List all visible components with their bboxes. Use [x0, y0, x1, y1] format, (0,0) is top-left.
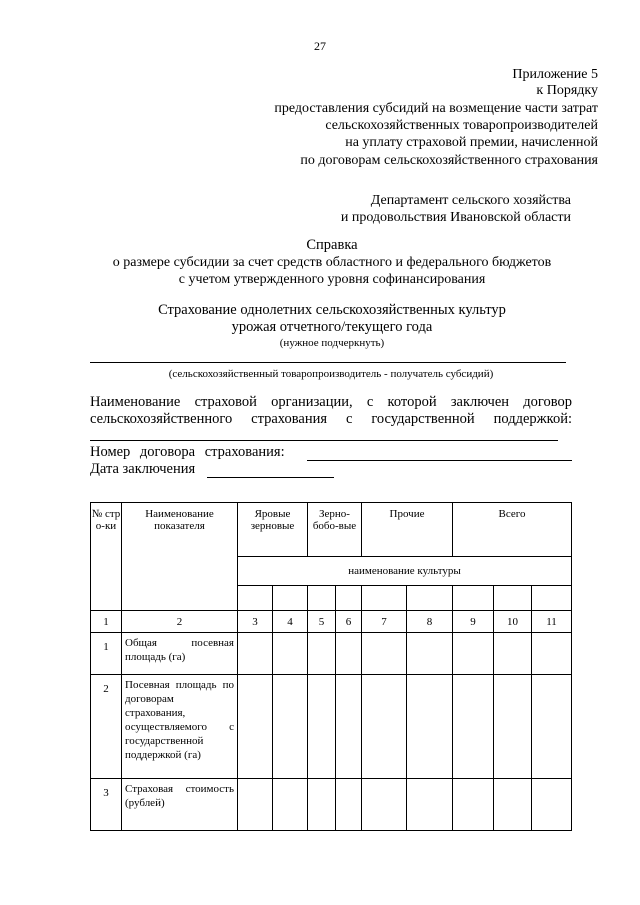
crop-cell[interactable] — [407, 586, 453, 611]
data-cell[interactable] — [273, 633, 308, 675]
data-cell[interactable] — [532, 675, 572, 779]
data-cell[interactable] — [494, 779, 532, 831]
table-row — [91, 779, 572, 831]
header-row-number: № стро-ки — [91, 503, 122, 611]
data-cell[interactable] — [407, 633, 453, 675]
data-cell[interactable] — [453, 675, 494, 779]
column-number: 8 — [407, 611, 453, 633]
contract-date-label: Дата заключения — [90, 461, 196, 477]
column-number: 11 — [532, 611, 572, 633]
row-number: 3 — [91, 779, 122, 831]
data-cell[interactable] — [532, 633, 572, 675]
data-cell[interactable] — [407, 779, 453, 831]
contract-number-field[interactable] — [307, 460, 572, 461]
row-number: 1 — [91, 633, 122, 675]
recipient-caption: (сельскохозяйственный товаропроизводитель - получатель субсидий) — [168, 368, 494, 380]
contract-date-field[interactable] — [207, 477, 334, 478]
certificate-subtitle: о размере субсидии за счет средств областного и федерального бюджетов — [112, 255, 552, 270]
data-cell[interactable] — [238, 779, 273, 831]
data-cell[interactable] — [308, 779, 336, 831]
data-cell[interactable] — [336, 675, 362, 779]
column-number: 4 — [273, 611, 308, 633]
crop-cell[interactable] — [494, 586, 532, 611]
data-cell[interactable] — [336, 633, 362, 675]
data-cell[interactable] — [238, 675, 273, 779]
crop-cell[interactable] — [273, 586, 308, 611]
insurance-note: (нужное подчеркнуть) — [279, 337, 385, 349]
insurance-title: Страхование однолетних сельскохозяйственных культур — [158, 302, 506, 318]
table-header-row — [91, 503, 572, 557]
page-number: 27 — [314, 39, 326, 53]
appendix-title: Приложение 5 — [512, 67, 598, 82]
row-label: Посевная площадь по договорам страхования, осуществляемого с государственной поддержкой (га) — [122, 675, 238, 779]
table-row — [91, 675, 572, 779]
appendix-line: к Порядку — [536, 83, 598, 98]
crop-cell[interactable] — [453, 586, 494, 611]
data-cell[interactable] — [273, 779, 308, 831]
crop-cell[interactable] — [532, 586, 572, 611]
data-cell[interactable] — [362, 779, 407, 831]
data-cell[interactable] — [494, 633, 532, 675]
organization-text: Наименование страховой организации, с которой заключен договор сельскохозяйственного страхования с государственной поддержкой: — [90, 394, 572, 427]
data-cell[interactable] — [336, 779, 362, 831]
crop-cell[interactable] — [362, 586, 407, 611]
header-total: Всего — [453, 503, 572, 557]
data-cell[interactable] — [494, 675, 532, 779]
insurance-period: урожая отчетного/текущего года — [231, 319, 433, 335]
data-cell[interactable] — [453, 633, 494, 675]
crop-cell[interactable] — [308, 586, 336, 611]
header-other: Прочие — [362, 503, 453, 557]
column-number: 2 — [122, 611, 238, 633]
column-number: 10 — [494, 611, 532, 633]
table-row — [91, 633, 572, 675]
header-spring-grain: Яровые зерновые — [238, 503, 308, 557]
row-label: Общая посевная площадь (га) — [122, 633, 238, 675]
header-legumes: Зерно-бобо-вые — [308, 503, 362, 557]
data-cell[interactable] — [532, 779, 572, 831]
appendix-line: на уплату страховой премии, начисленной — [345, 135, 598, 150]
data-cell[interactable] — [407, 675, 453, 779]
certificate-subtitle: с учетом утвержденного уровня софинансирования — [178, 272, 486, 287]
column-number: 9 — [453, 611, 494, 633]
department-line: и продовольствия Ивановской области — [340, 210, 571, 225]
appendix-line: предоставления субсидий на возмещение части затрат — [274, 101, 598, 116]
data-cell[interactable] — [273, 675, 308, 779]
data-cell[interactable] — [362, 675, 407, 779]
column-number-row — [91, 611, 572, 633]
organization-line[interactable] — [90, 440, 558, 441]
contract-number-label: Номер договора страхования: — [90, 444, 285, 460]
column-number: 5 — [308, 611, 336, 633]
column-number: 1 — [91, 611, 122, 633]
column-number: 6 — [336, 611, 362, 633]
data-cell[interactable] — [308, 633, 336, 675]
certificate-title: Справка — [306, 237, 358, 253]
crop-cell[interactable] — [238, 586, 273, 611]
data-cell[interactable] — [238, 633, 273, 675]
header-crop-name: наименование культуры — [238, 557, 572, 586]
department-line: Департамент сельского хозяйства — [370, 193, 571, 208]
appendix-line: по договорам сельскохозяйственного страхования — [300, 153, 598, 168]
data-cell[interactable] — [308, 675, 336, 779]
crop-cell[interactable] — [336, 586, 362, 611]
appendix-line: сельскохозяйственных товаропроизводителей — [325, 118, 598, 133]
row-label: Страховая стоимость (рублей) — [122, 779, 238, 831]
column-number: 7 — [362, 611, 407, 633]
data-cell[interactable] — [362, 633, 407, 675]
data-cell[interactable] — [453, 779, 494, 831]
subsidy-table — [90, 502, 572, 831]
row-number: 2 — [91, 675, 122, 779]
header-indicator: Наименование показателя — [122, 503, 238, 611]
column-number: 3 — [238, 611, 273, 633]
recipient-line[interactable] — [90, 362, 566, 363]
